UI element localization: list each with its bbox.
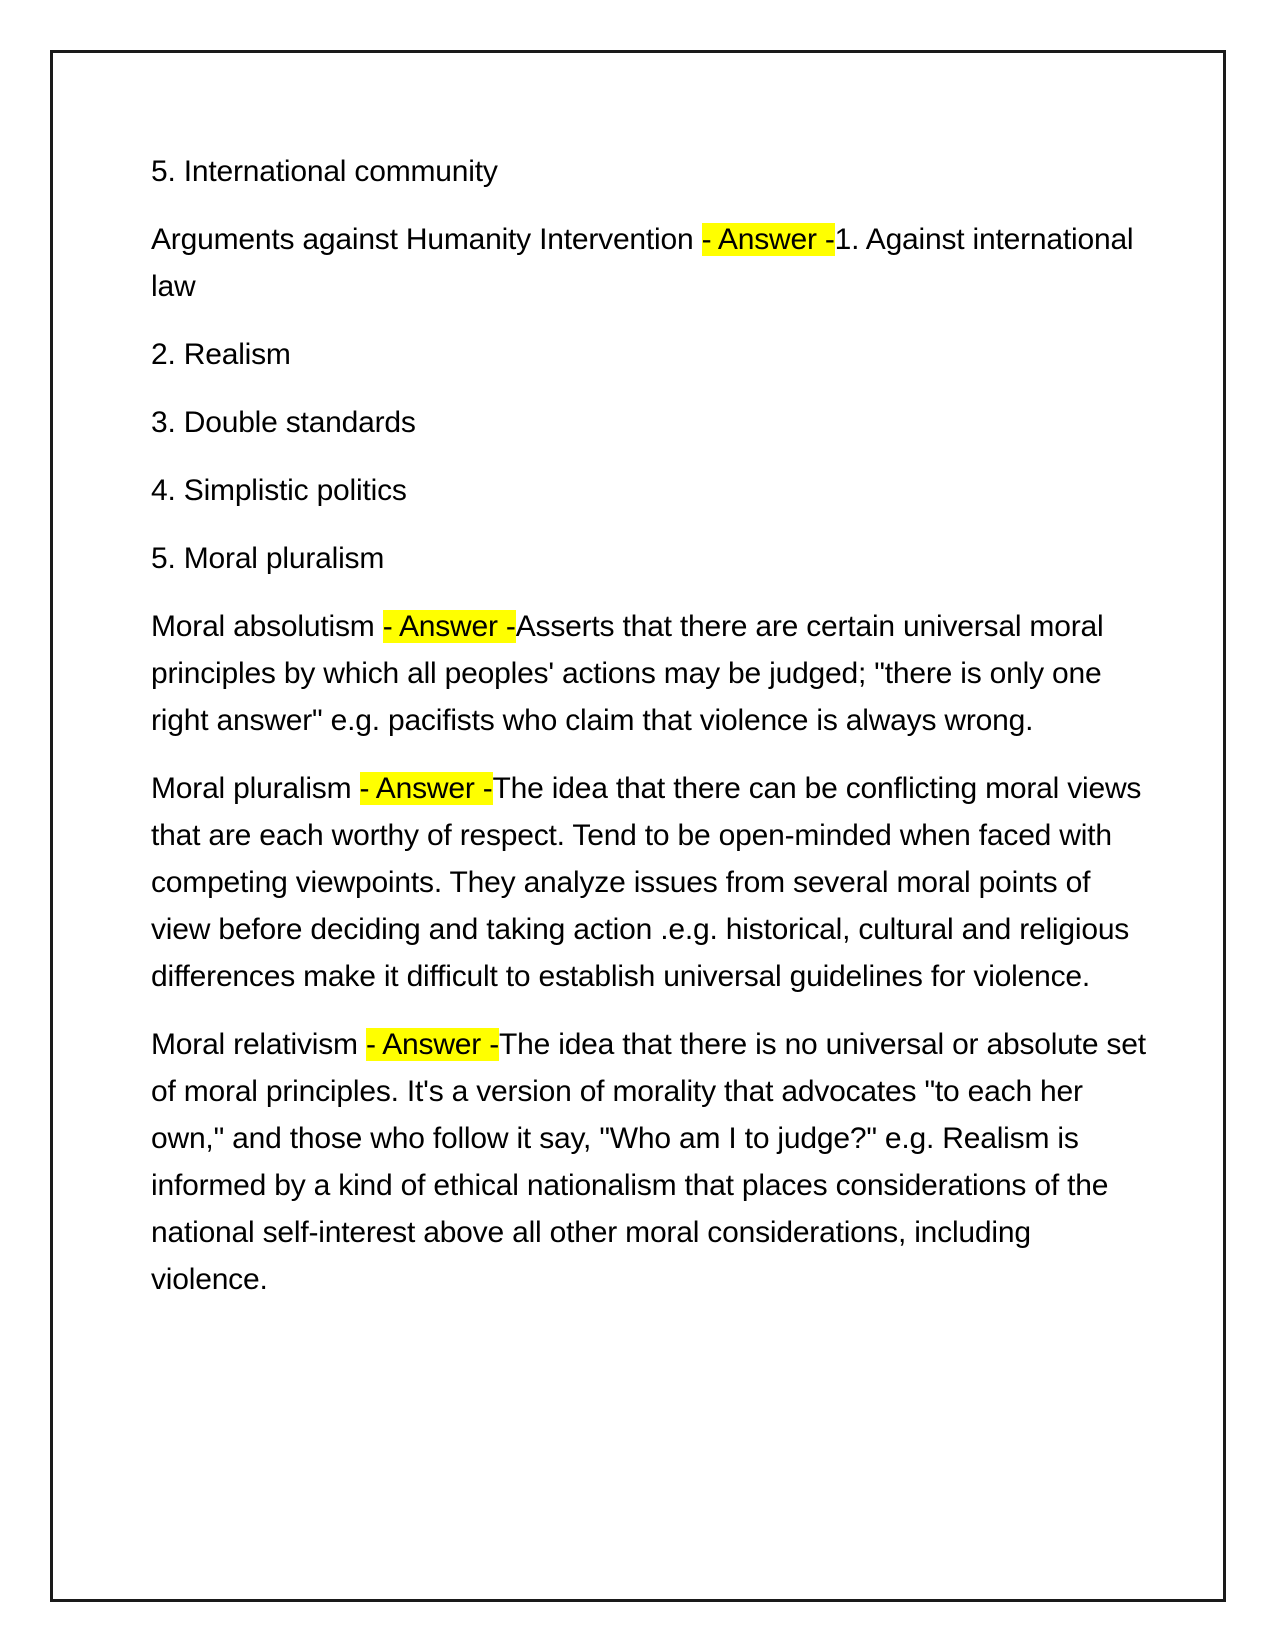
list-item: 5. Moral pluralism [151,542,385,575]
list-item: 3. Double standards [151,406,416,439]
answer-marker: - Answer - [365,1028,499,1061]
term: Arguments against Humanity Intervention [151,223,702,256]
flashcard-entry [151,1021,1151,1303]
document-body [151,148,1151,1324]
flashcard-entry [151,765,1151,1000]
list-item: 5. International community [151,155,498,188]
definition: Asserts that there are certain universal moral principles by which all peoples' actions may be judged; "there is only one right answer" e.g. pacifists who claim that violence is always wrong. [151,610,1104,737]
term: Moral pluralism [151,772,360,805]
answer-marker: - Answer - [359,772,493,805]
flashcard-entry [151,216,1151,310]
flashcard-entry [151,603,1151,744]
list-item: 4. Simplistic politics [151,474,407,507]
list-item: 2. Realism [151,338,291,371]
definition: The idea that there is no universal or absolute set of moral principles. It's a version of morality that advocates "to each her own," and those who follow it say, "Who am I to judge?" e.g. Realism is informed by a kind of ethical nationalism that places considerations of the national self-interest above all other moral considerations, including violence. [151,1028,1146,1296]
definition: The idea that there can be conflicting moral views that are each worthy of respect. Tend to be open-minded when faced with competing viewpoints. They analyze issues from several moral points of view before deciding and taking action .e.g. historical, cultural and religious differences make it difficult to establish universal guidelines for violence. [151,772,1142,993]
answer-marker: - Answer - [701,223,835,256]
term: Moral relativism [151,1028,366,1061]
term: Moral absolutism [151,610,383,643]
definition: 1. Against international law [151,223,1134,303]
answer-marker: - Answer - [382,610,516,643]
